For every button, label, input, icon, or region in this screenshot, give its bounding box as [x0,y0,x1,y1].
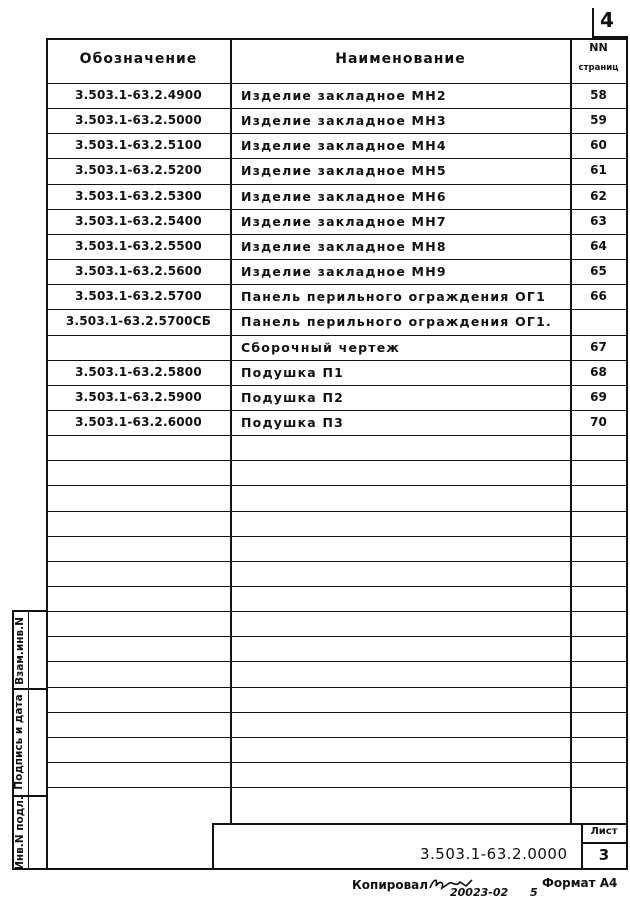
row-separator [46,234,628,235]
row-page: 64 [590,238,607,253]
row-separator [46,561,628,562]
row-name: Изделие закладное МН6 [241,188,447,204]
row-code: 3.503.1-63.2.5700 [75,289,202,304]
row-separator [46,511,628,512]
row-separator [46,435,628,436]
row-page: 69 [590,389,607,404]
header-pages-line2: страниц [578,63,619,73]
row-page: 62 [590,188,607,203]
row-separator [46,787,628,788]
row-page: 65 [590,264,607,279]
row-code: 3.503.1-63.2.4900 [75,88,202,102]
stamp-inv-podl: Инв.N подл. [14,796,26,870]
row-name: Изделие закладное МН4 [241,138,447,154]
row-separator [46,636,628,637]
row-separator [46,485,628,486]
row-page: 68 [590,364,607,379]
row-separator [46,108,628,109]
row-name: Изделие закладное МН5 [241,163,447,179]
row-name: Изделие закладное МН3 [241,113,447,129]
row-name: Панель перильного ограждения ОГ1. [241,314,552,330]
row-page: 61 [590,163,607,178]
row-name: Подушка П1 [241,364,344,380]
row-code: 3.503.1-63.2.5500 [75,238,202,253]
row-code: 3.503.1-63.2.5200 [75,163,202,178]
row-separator [46,309,628,310]
header-name: Наименование [335,51,466,67]
row-separator [46,335,628,336]
row-name: Сборочный чертеж [241,339,401,355]
row-code: 3.503.1-63.2.5800 [75,364,202,379]
row-code: 3.503.1-63.2.5400 [75,213,202,228]
header-pages-line1: NN [589,41,608,54]
row-code: 3.503.1-63.2.6000 [75,414,202,429]
row-separator [46,536,628,537]
row-code: 3.503.1-63.2.5300 [75,188,202,203]
row-separator [46,611,628,612]
row-name: Подушка П2 [241,389,344,405]
row-separator [46,209,628,210]
row-code: 3.503.1-63.2.5700СБ [65,314,212,329]
row-separator [46,712,628,713]
row-code: 3.503.1-63.2.5100 [75,138,202,153]
row-separator [46,586,628,587]
stamp-podpis-data: Подпись и дата [13,694,25,790]
row-separator [46,259,628,260]
row-separator [46,737,628,738]
row-name: Панель перильного ограждения ОГ1 [241,289,546,305]
row-name: Изделие закладное МН8 [241,238,447,254]
row-page: 63 [590,213,607,228]
row-separator [46,762,628,763]
stamp-vzam-inv: Взам.инв.N [14,617,26,685]
title-block-doc-code: 3.503.1-63.2.0000 [420,845,568,863]
row-page: 58 [590,88,607,102]
row-separator [46,83,628,84]
row-separator [46,687,628,688]
row-page: 67 [590,339,607,354]
row-name: Подушка П3 [241,414,344,430]
row-name: Изделие закладное МН2 [241,88,447,103]
row-code: 3.503.1-63.2.5600 [75,264,202,279]
row-page: 66 [590,289,607,304]
row-separator [46,360,628,361]
title-block-sheet-label: Лист [590,826,618,837]
row-separator [46,385,628,386]
footer-format: Формат А4 [542,876,618,890]
row-separator [46,410,628,411]
row-separator [46,158,628,159]
footer-order-sheet: 5 [530,886,538,899]
title-block-sheet-value: 3 [598,846,610,864]
corner-sheet-number: 4 [600,8,614,32]
row-page: 59 [590,113,607,128]
row-page: 70 [590,414,607,429]
footer-copied: Копировал [352,878,429,892]
row-separator [46,133,628,134]
row-separator [46,460,628,461]
header-designation: Обозначение [79,51,198,67]
row-separator [46,184,628,185]
row-name: Изделие закладное МН7 [241,213,447,229]
row-name: Изделие закладное МН9 [241,264,447,280]
footer-order: 20023-02 [450,886,509,899]
row-page: 60 [590,138,607,153]
row-code: 3.503.1-63.2.5900 [75,389,202,404]
row-separator [46,284,628,285]
row-separator [46,661,628,662]
row-code: 3.503.1-63.2.5000 [75,113,202,128]
